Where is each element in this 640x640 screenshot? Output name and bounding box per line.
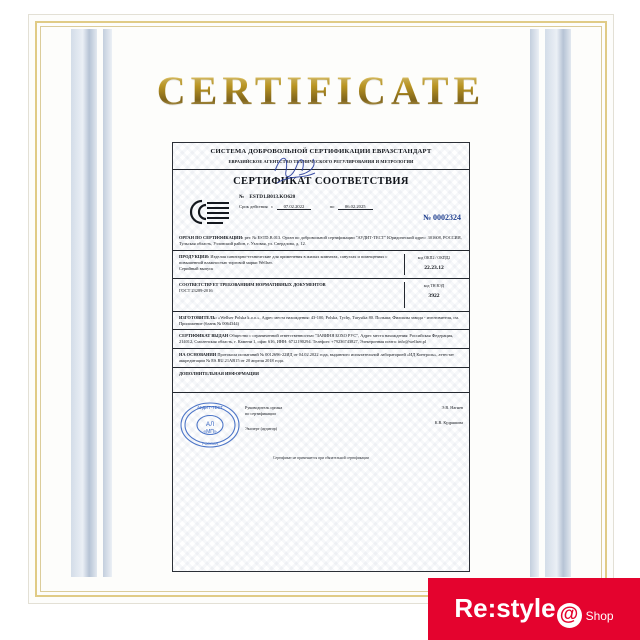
validity-from-value: 07.02.2022 <box>277 204 312 210</box>
signature-area <box>173 393 469 453</box>
section-text-basis: Протокола испытаний № 0012696-22ИД от 04.02.2022 года, выданного испытательной лабораторией «ИД Контроль», аттестат аккредитации № ES.RU.21АВ15 от 20 апреля 2018 года. <box>179 352 454 364</box>
section-conformity <box>173 279 469 312</box>
left-decorative-band-inner <box>103 29 112 577</box>
number-label: № <box>239 194 245 200</box>
validity-to-value: 06.02.2025 <box>338 204 373 210</box>
right-decorative-band-inner <box>530 29 539 577</box>
signature-role-0-line2: по сертификации <box>245 410 276 416</box>
section-extra-product: Серийный выпуск <box>179 265 214 271</box>
left-decorative-band <box>71 29 97 577</box>
validity-from-label: с <box>271 204 274 210</box>
signature-names <box>389 399 463 434</box>
certification-emblem-icon <box>180 195 232 229</box>
document-title: СЕРТИФИКАТ СООТВЕТСТВИЯ <box>233 175 409 187</box>
serial-number: 0002324 <box>433 213 461 223</box>
signature-name-1: К.В. Кудряшова <box>434 419 463 425</box>
handwritten-signature-icon <box>269 145 339 191</box>
at-symbol-icon: @ <box>557 603 582 628</box>
signature-name-0: Э.В. Нагнев <box>441 405 463 411</box>
section-additional-info <box>173 368 469 393</box>
validity-label: Срок действия <box>239 204 268 210</box>
section-label-manufacturer: ИЗГОТОВИТЕЛЬ: <box>179 314 217 320</box>
section-label-product: ПРОДУКЦИЯ: <box>179 253 210 259</box>
tnved-code-label: код ТН ВЭД <box>423 283 445 288</box>
svg-text:РОССИЯ: РОССИЯ <box>202 442 218 447</box>
section-certification-body <box>173 232 469 251</box>
product-code-value: 22.23.12 <box>424 265 444 272</box>
serial-prefix: № <box>422 213 431 223</box>
certificate-banner-title: CERTIFICATE <box>29 67 613 114</box>
tnved-code-value: 3922 <box>428 292 440 299</box>
section-text-manufacturer: «Wellser Polska k.o.o.», Адрес места нахождения: 43-100, Polska, Tychy, Turystka 80. Польша; Филиалы завода - изготовителя, см. Приложение (бланк № 0064344) <box>179 314 460 326</box>
section-label-certification-body: ОРГАН ПО СЕРТИФИКАЦИИ: <box>179 235 244 240</box>
section-issued-to <box>173 330 469 349</box>
certificate-document <box>172 142 470 572</box>
brand-prefix: Re:style <box>454 593 556 624</box>
section-text-issued-to: Общество с ограниченной ответственностью "ЗАВИНЯ БОХО РУС", Адрес места нахождения: Российская Федерация, 214012, Смоленская область, г. Камени 1, офис 616, ИНН: 6712190294. Телефон: +79236743827, Электронная почта: info@wellser.pl <box>179 333 454 345</box>
brand-watermark <box>428 578 640 640</box>
document-footnote: Сертификат не применяется при обязательной сертификации <box>272 456 370 461</box>
validity-to-label: по <box>329 204 335 210</box>
signature-role-1 <box>245 426 385 432</box>
brand-suffix: Shop <box>585 608 614 623</box>
section-manufacturer <box>173 312 469 331</box>
tnved-code-box <box>404 282 463 308</box>
serial-number-line <box>239 213 463 224</box>
certificate-number-line <box>239 194 463 201</box>
signature-role-1-line1: Эксперт (аудитор) <box>245 425 278 431</box>
signature-role-0-line1: Руководитель органа <box>245 405 283 411</box>
section-label-issued-to: СЕРТИФИКАТ ВЫДАН <box>179 333 229 339</box>
svg-text:АЛ: АЛ <box>205 422 215 429</box>
section-text-conformity: ГОСТ 23289-2016 <box>179 287 213 293</box>
right-decorative-band <box>545 29 571 577</box>
validity-line <box>239 204 463 210</box>
svg-text:«МП»: «МП» <box>203 429 217 436</box>
section-label-conformity: СООТВЕТСТВУЕТ ТРЕБОВАНИЯМ НОРМАТИВНЫХ ДОКУМЕНТОВ <box>179 281 326 287</box>
official-stamp <box>179 399 241 451</box>
round-stamp-icon <box>179 399 241 451</box>
section-text-certification-body: рег. № ESTD.B.013. Орган по добровольной сертификации "АУДИТ-ТЕСТ" Юридический адрес: 301608, РОССИЯ, Тульская область, Узловский район, г. Узловая, ул. Свердлова, д. 12. <box>179 235 462 246</box>
signature-role-0 <box>245 405 385 416</box>
signature-roles <box>245 399 385 440</box>
section-product <box>173 251 469 279</box>
eurasian-logo <box>179 193 233 229</box>
product-code-label: код ОКП2 / ОКПД2 <box>417 255 451 260</box>
product-code-box <box>404 254 463 275</box>
section-text-product: Изделия санитарно-технические для применения в жилых комнатах, санузлах и помещениях с повышенной влажностью торговой марки Wellser. <box>179 253 388 265</box>
number-and-validity-row <box>173 193 469 232</box>
svg-text:АУДИТ-ТЕСТ: АУДИТ-ТЕСТ <box>197 405 223 411</box>
section-label-additional-info: ДОПОЛНИТЕЛЬНАЯ ИНФОРМАЦИЯ <box>179 371 259 377</box>
number-value: ESTD1.B013.KO620 <box>249 194 296 200</box>
system-header-line2: ЕВРАЗИЙСКОЕ АГЕНТСТВО ТЕХНИЧЕСКОГО РЕГУЛИРОВАНИЯ И МЕТРОЛОГИИ <box>173 159 469 170</box>
section-label-basis: НА ОСНОВАНИИ <box>179 352 217 358</box>
section-basis <box>173 349 469 368</box>
system-header-line1: СИСТЕМА ДОБРОВОЛЬНОЙ СЕРТИФИКАЦИИ ЕВРАЗСТАНДАРТ <box>210 148 432 155</box>
